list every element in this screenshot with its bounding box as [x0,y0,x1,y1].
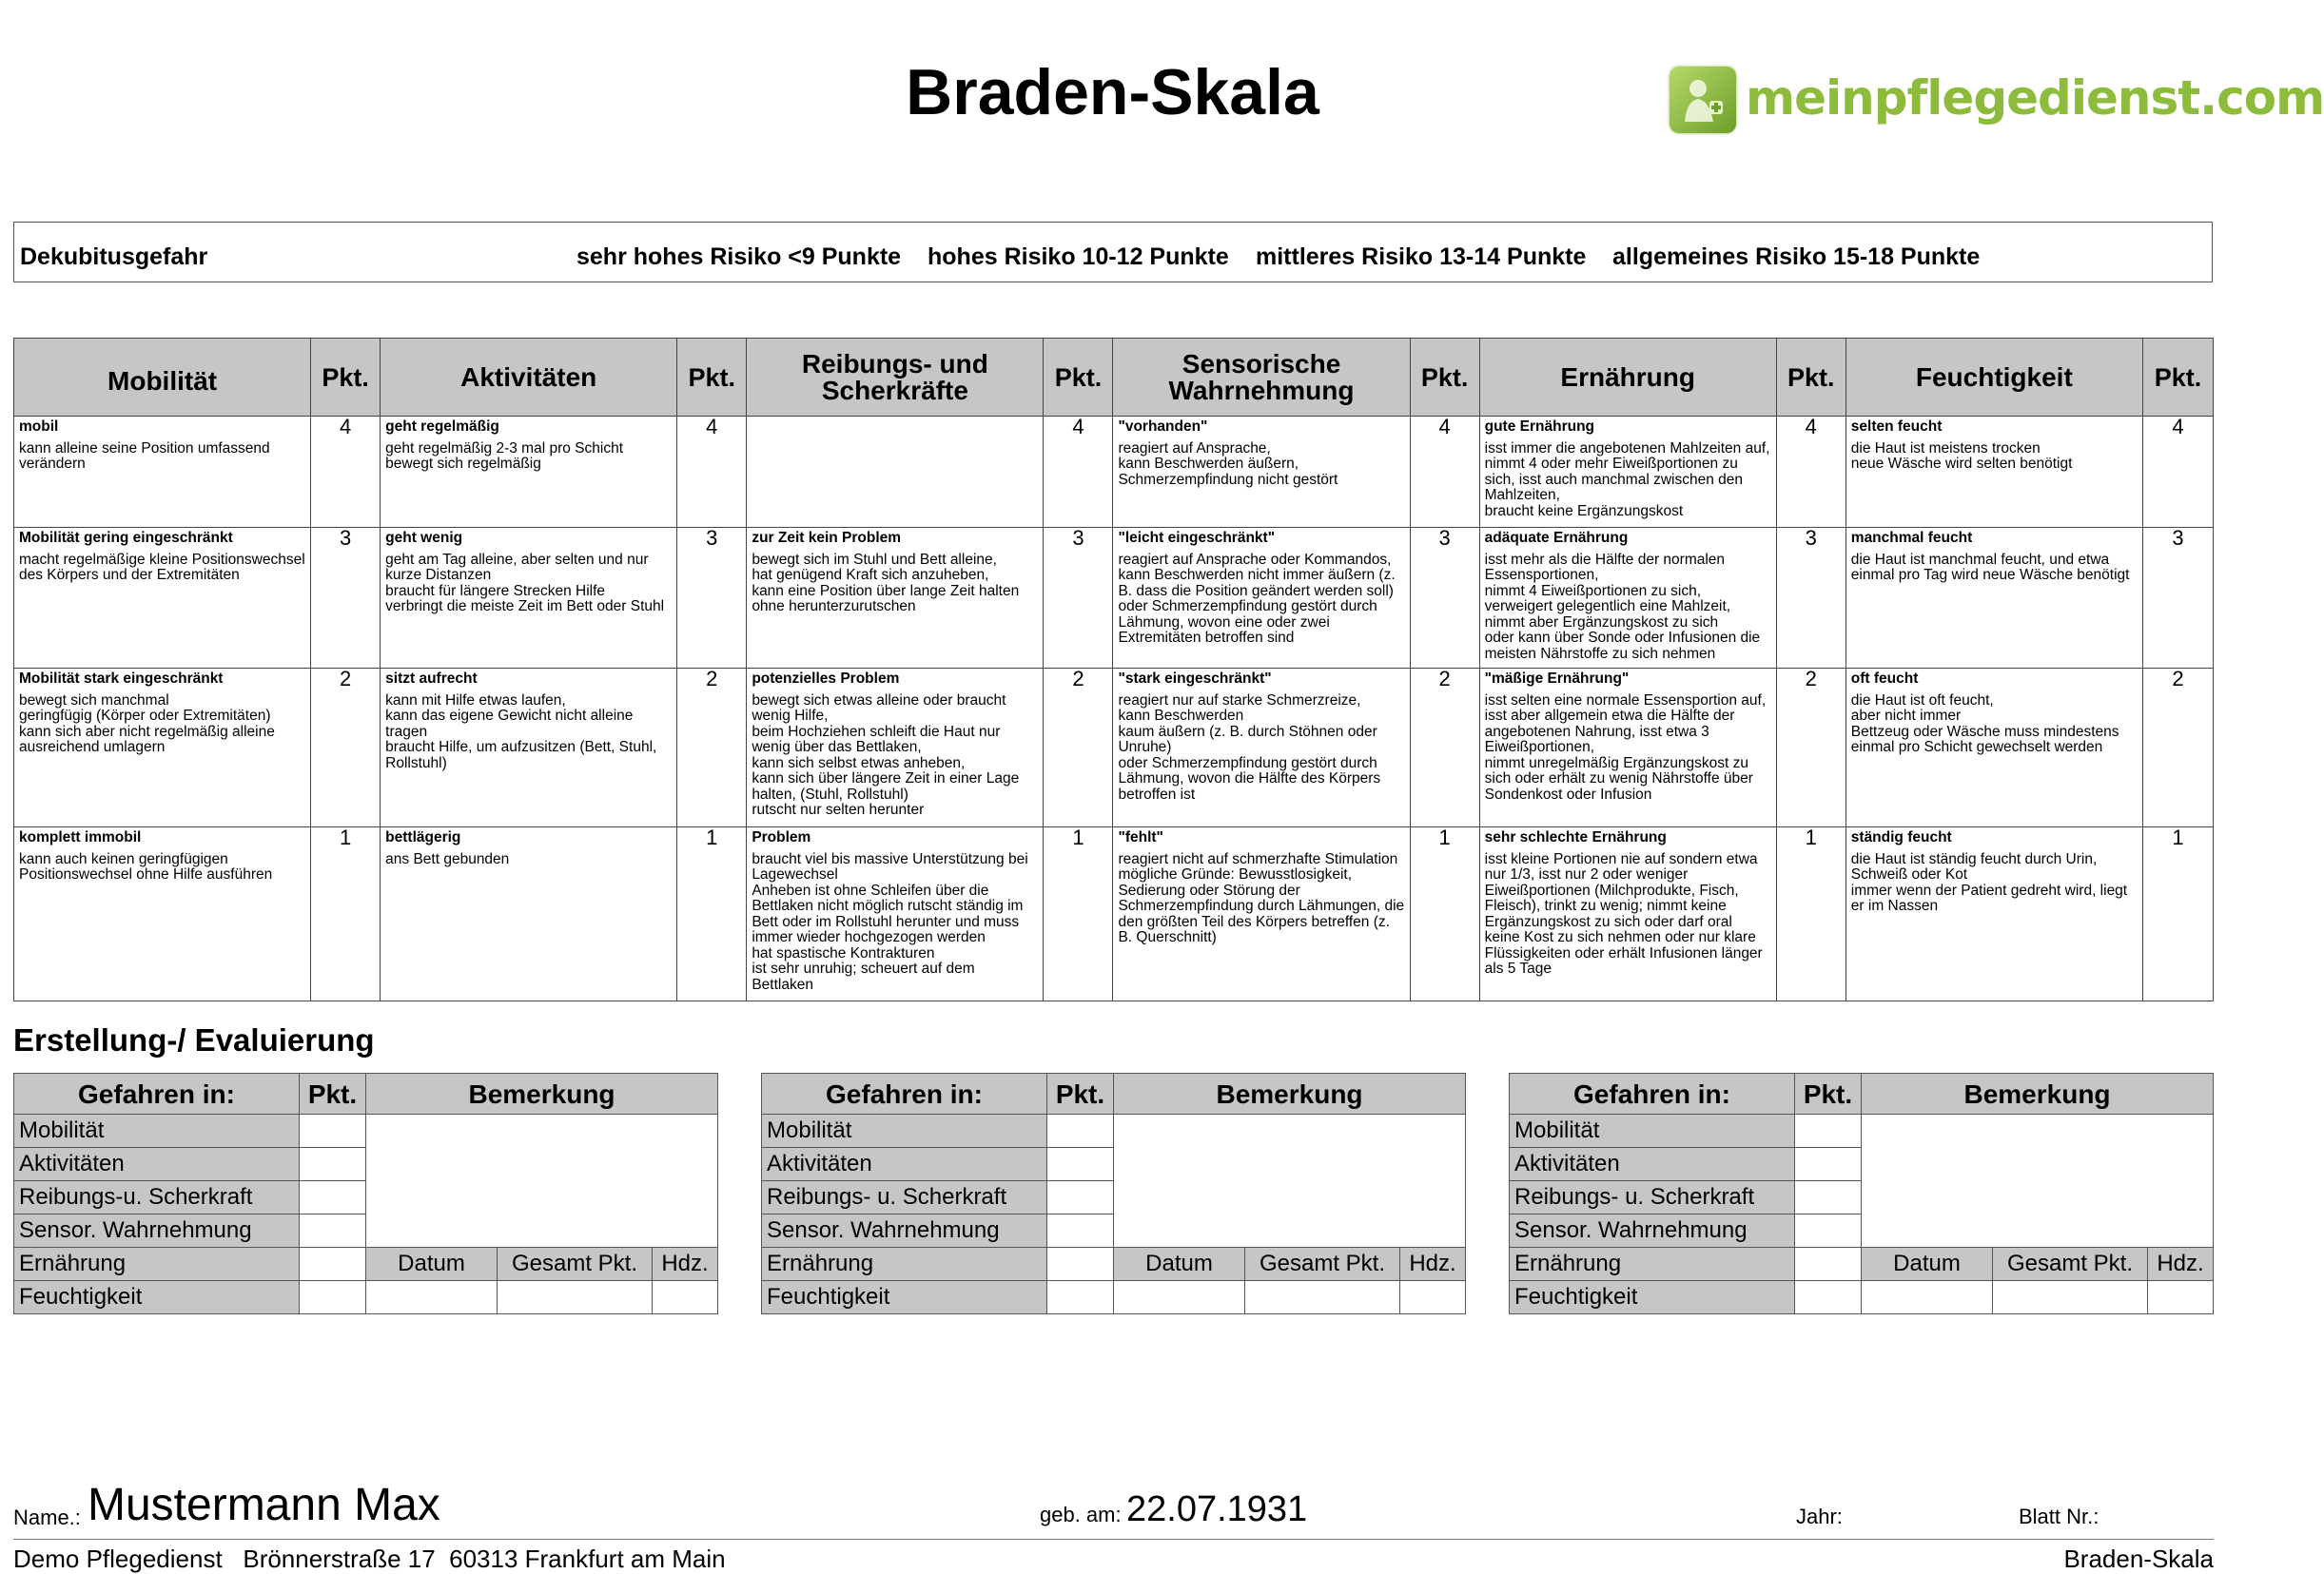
eval-signature-field[interactable] [2148,1281,2214,1314]
eval-remark-field[interactable] [1862,1115,2214,1248]
eval-category-label: Feuchtigkeit [1510,1281,1795,1314]
criterion-cell [1113,417,1410,528]
points-value: 2 [677,669,747,827]
eval-points-field[interactable] [1795,1248,1862,1281]
eval-category-label: Reibungs-u. Scherkraft [14,1181,300,1215]
points-value: 2 [311,669,381,827]
points-value: 4 [677,417,747,528]
eval-points-field[interactable] [1795,1215,1862,1248]
criterion-description: reagiert auf Ansprache, kann Beschwerden äußern, Schmerzempfindung nicht gestört [1118,439,1338,488]
eval-total-field[interactable] [1245,1281,1400,1314]
criterion-title: Mobilität gering eingeschränkt [19,530,233,546]
eval-header-points: Pkt. [1795,1074,1862,1115]
eval-category-label: Reibungs- u. Scherkraft [762,1181,1047,1215]
risk-level-very-high: sehr hohes Risiko <9 Punkte [576,243,902,270]
evaluation-block [761,1073,1466,1314]
eval-header-hazards: Gefahren in: [762,1074,1047,1115]
criterion-cell [381,528,677,669]
criterion-description: isst mehr als die Hälfte der normalen Essensportionen, nimmt 4 Eiweißportionen zu sich, verweigert gelegentlich eine Mahlzeit, nimmt aber Ergänzungskost zu sich oder kann über Sonde oder Infusionen die meisten Nährstoffe zu sich nehmen [1484,551,1761,662]
criterion-cell [14,669,311,827]
header-pkt: Pkt. [1410,339,1479,417]
eval-date-field[interactable] [1862,1281,1993,1314]
criterion-cell [1846,417,2142,528]
eval-category-label: Aktivitäten [14,1148,300,1181]
criterion-description: die Haut ist oft feucht, aber nicht immer Bettzeug oder Wäsche muss mindestens einmal pro Schicht gewechselt werden [1850,691,2119,755]
criterion-cell [1113,827,1410,1001]
criterion-cell [747,417,1044,528]
points-value: 4 [311,417,381,528]
criterion-title: "stark eingeschränkt" [1118,670,1272,687]
criterion-title: geht regelmäßig [385,418,499,435]
criterion-cell [381,827,677,1001]
criterion-description: bewegt sich im Stuhl und Bett alleine, hat genügend Kraft sich anzuheben, kann eine Position über lange Zeit halten ohne herunterzurutschen [752,551,1020,614]
eval-signature-header: Hdz. [2148,1248,2214,1281]
criterion-title: Problem [752,829,811,845]
eval-category-label: Feuchtigkeit [762,1281,1047,1314]
eval-date-field[interactable] [366,1281,498,1314]
criterion-title: mobil [19,418,59,435]
criterion-description: ans Bett gebunden [385,850,510,867]
eval-category-label: Ernährung [14,1248,300,1281]
eval-points-field[interactable] [1047,1181,1114,1215]
eval-total-field[interactable] [1993,1281,2148,1314]
eval-signature-field[interactable] [1400,1281,1466,1314]
eval-header-points: Pkt. [1047,1074,1114,1115]
criterion-title: sehr schlechte Ernährung [1484,829,1667,845]
logo-nurse-icon [1670,67,1736,133]
eval-category-label: Mobilität [14,1115,300,1148]
header-pkt: Pkt. [677,339,747,417]
footer-document-name: Braden-Skala [2063,1545,2214,1573]
patient-name[interactable]: Mustermann Max [88,1480,440,1530]
eval-row [762,1248,1466,1281]
criterion-description: die Haut ist ständig feucht durch Urin, Schweiß oder Kot immer wenn der Patient gedreht wird, liegt er im Nassen [1850,850,2128,914]
eval-header-remark: Bemerkung [1114,1074,1466,1115]
eval-category-label: Sensor. Wahrnehmung [1510,1215,1795,1248]
criterion-cell [747,669,1044,827]
eval-points-field[interactable] [1047,1115,1114,1148]
criterion-title: "vorhanden" [1118,418,1208,435]
eval-total-field[interactable] [498,1281,653,1314]
criterion-cell [1113,528,1410,669]
eval-category-label: Ernährung [762,1248,1047,1281]
points-value: 2 [2142,669,2213,827]
points-value: 2 [1044,669,1113,827]
criterion-cell [381,417,677,528]
eval-date-field[interactable] [1114,1281,1245,1314]
criterion-cell [1846,528,2142,669]
points-value: 4 [1410,417,1479,528]
eval-points-field[interactable] [1047,1215,1114,1248]
eval-points-field[interactable] [1795,1181,1862,1215]
risk-level-high: hohes Risiko 10-12 Punkte [928,243,1229,270]
eval-category-label: Sensor. Wahrnehmung [762,1215,1047,1248]
birthdate-label: geb. am: [1040,1503,1122,1526]
criterion-description: braucht viel bis massive Unterstützung bei Lagewechsel Anheben ist ohne Schleifen über die Bettlaken nicht möglich rutscht ständig im Bett oder im Rollstuhl herunter und muss immer wieder hochgezogen werden hat spastische Kontrakturen ist sehr unruhig; scheuert auf dem Bettlaken [752,850,1028,993]
criterion-description: reagiert auf Ansprache oder Kommandos, kann Beschwerden nicht immer äußern (z. B. dass die Position geändert werden soll) oder Schmerzempfindung gestört durch Lähmung, wovon eine oder zwei Extremitäten betroffen sind [1118,551,1396,646]
criterion-title: "mäßige Ernährung" [1484,670,1630,687]
name-label: Name.: [13,1506,81,1529]
criterion-cell [747,528,1044,669]
eval-points-field[interactable] [300,1248,366,1281]
points-value: 4 [2142,417,2213,528]
criterion-description: macht regelmäßige kleine Positionswechsel des Körpers und der Extremitäten [19,551,305,583]
header-mobility: Mobilität [14,339,311,417]
eval-header-remark: Bemerkung [1862,1074,2214,1115]
scale-row [14,827,2214,1001]
eval-points-field[interactable] [1795,1148,1862,1181]
eval-row [762,1281,1466,1314]
eval-row [14,1248,718,1281]
criterion-cell [381,669,677,827]
header-moisture: Feuchtigkeit [1846,339,2142,417]
eval-remark-field[interactable] [366,1115,718,1248]
eval-remark-field[interactable] [1114,1115,1466,1248]
criterion-title: adäquate Ernährung [1484,530,1629,546]
points-value: 4 [1776,417,1846,528]
criterion-description: geht am Tag alleine, aber selten und nur kurze Distanzen braucht für längere Strecken Hilfe verbringt die meiste Zeit im Bett oder Stuhl [385,551,665,614]
eval-total-header: Gesamt Pkt. [1993,1248,2148,1281]
criterion-title: "fehlt" [1118,829,1163,845]
eval-category-label: Aktivitäten [762,1148,1047,1181]
eval-signature-field[interactable] [653,1281,718,1314]
criterion-description: die Haut ist meistens trocken neue Wäsche wird selten benötigt [1850,439,2073,472]
criterion-title: sitzt aufrecht [385,670,478,687]
eval-category-label: Ernährung [1510,1248,1795,1281]
eval-points-field[interactable] [300,1115,366,1148]
points-value: 3 [2142,528,2213,669]
criterion-description: reagiert nicht auf schmerzhafte Stimulation mögliche Gründe: Bewusstlosigkeit, Sedierung oder Störung der Schmerzempfindung durch Lähmungen, die den größten Teil des Körpers betreffen (z. B. Querschnitt) [1118,850,1405,945]
criterion-title: selten feucht [1850,418,1943,435]
criterion-description: reagiert nur auf starke Schmerzreize, kann Beschwerden kaum äußern (z. B. durch Stöhnen oder Unruhe) oder Schmerzempfindung gestört durch Lähmung, wovon die Hälfte des Körpers betroffen ist [1118,691,1381,803]
header-sensory: Sensorische Wahrnehmung [1113,339,1410,417]
points-value: 1 [1410,827,1479,1001]
eval-row [14,1281,718,1314]
points-value: 2 [1776,669,1846,827]
eval-category-label: Mobilität [762,1115,1047,1148]
criterion-title: gute Ernährung [1484,418,1595,435]
eval-header-hazards: Gefahren in: [14,1074,300,1115]
risk-level-medium: mittleres Risiko 13-14 Punkte [1256,243,1587,270]
criterion-cell [1113,669,1410,827]
criterion-title: ständig feucht [1850,829,1952,845]
eval-date-header: Datum [366,1248,498,1281]
points-value: 3 [1410,528,1479,669]
points-value: 3 [1776,528,1846,669]
criterion-title: manchmal feucht [1850,530,1973,546]
scale-row [14,528,2214,669]
eval-category-label: Sensor. Wahrnehmung [14,1215,300,1248]
criterion-cell [1479,669,1776,827]
points-value: 2 [1410,669,1479,827]
criterion-cell [1479,417,1776,528]
year-label: Jahr: [1796,1505,1843,1528]
criterion-description: bewegt sich manchmal geringfügig (Körper oder Extremitäten) kann sich aber nicht regelmäßig alleine ausreichend umlagern [19,691,275,755]
criterion-cell [1846,827,2142,1001]
eval-row [762,1115,1466,1148]
footer-address: Demo Pflegedienst Brönnerstraße 17 60313 Frankfurt am Main [13,1545,726,1573]
eval-date-header: Datum [1114,1248,1245,1281]
criterion-description: die Haut ist manchmal feucht, und etwa einmal pro Tag wird neue Wäsche benötigt [1850,551,2130,583]
points-value: 1 [677,827,747,1001]
risk-level-general: allgemeines Risiko 15-18 Punkte [1612,243,1981,270]
criterion-title: komplett immobil [19,829,142,845]
header-nutrition: Ernährung [1479,339,1776,417]
evaluation-block [13,1073,718,1314]
scale-header-row [14,339,2214,417]
page-title: Braden-Skala [906,56,1319,128]
criterion-description: kann auch keinen geringfügigen Positionswechsel ohne Hilfe ausführen [19,850,273,883]
header-pkt: Pkt. [1776,339,1846,417]
eval-header-points: Pkt. [300,1074,366,1115]
eval-row [1510,1248,2214,1281]
eval-header-remark: Bemerkung [366,1074,718,1115]
criterion-title: "leicht eingeschränkt" [1118,530,1276,546]
eval-points-field[interactable] [1047,1281,1114,1314]
eval-category-label: Reibungs- u. Scherkraft [1510,1181,1795,1215]
eval-points-field[interactable] [300,1148,366,1181]
patient-birthdate[interactable]: 22.07.1931 [1126,1489,1308,1529]
criterion-title: zur Zeit kein Problem [752,530,902,546]
eval-date-header: Datum [1862,1248,1993,1281]
criterion-title: potenzielles Problem [752,670,900,687]
evaluation-heading: Erstellung-/ Evaluierung [13,1022,375,1058]
footer-divider [13,1539,2214,1540]
eval-header-hazards: Gefahren in: [1510,1074,1795,1115]
criterion-cell [1479,528,1776,669]
header-activity: Aktivitäten [381,339,677,417]
points-value: 1 [2142,827,2213,1001]
eval-row [14,1115,718,1148]
criterion-title: bettlägerig [385,829,461,845]
risk-label: Dekubitusgefahr [20,243,208,270]
eval-points-field[interactable] [1047,1148,1114,1181]
header-pkt: Pkt. [2142,339,2213,417]
eval-total-header: Gesamt Pkt. [498,1248,653,1281]
criterion-cell [747,827,1044,1001]
criterion-title: oft feucht [1850,670,1919,687]
eval-total-header: Gesamt Pkt. [1245,1248,1400,1281]
criterion-description: isst kleine Portionen nie auf sondern etwa nur 1/3, isst nur 2 oder weniger Eiweißportionen (Milchprodukte, Fisch, Fleisch), trinkt zu wenig; nimmt keine Ergänzungskost zu sich oder darf oral keine Kost zu sich nehmen oder nur klare Flüssigkeiten oder erhält Infusionen länger als 5 Tage [1484,850,1763,977]
risk-legend [13,222,2213,282]
header-friction: Reibungs- und Scherkräfte [747,339,1044,417]
eval-row [1510,1115,2214,1148]
criterion-description: kann alleine seine Position umfassend verändern [19,439,270,472]
criterion-cell [14,528,311,669]
criterion-description: bewegt sich etwas alleine oder braucht wenig Hilfe, beim Hochziehen schleift die Haut nur wenig über das Bettlaken, kann sich selbst etwas anheben, kann sich über längere Zeit in einer Lage halten, (Stuhl, Rollstuhl) rutscht nur selten herunter [752,691,1020,818]
eval-points-field[interactable] [1795,1281,1862,1314]
logo-text: meinpflegedienst.com [1746,70,2324,126]
evaluation-block [1509,1073,2214,1314]
points-value: 4 [1044,417,1113,528]
criterion-description: isst selten eine normale Essensportion auf, isst aber allgemein etwa die Hälfte der angebotenen Nahrung, isst etwa 3 Eiweißportionen, nimmt unregelmäßig Ergänzungskost zu sich oder erhält zu wenig Nährstoffe über Sondenkost oder Infusion [1484,691,1767,803]
points-value: 1 [311,827,381,1001]
eval-points-field[interactable] [1795,1115,1862,1148]
criterion-cell [1846,669,2142,827]
eval-category-label: Aktivitäten [1510,1148,1795,1181]
points-value: 3 [311,528,381,669]
criterion-cell [14,417,311,528]
eval-points-field[interactable] [300,1181,366,1215]
points-value: 3 [1044,528,1113,669]
points-value: 1 [1776,827,1846,1001]
eval-points-field[interactable] [300,1281,366,1314]
criterion-title: geht wenig [385,530,463,546]
points-value: 1 [1044,827,1113,1001]
criterion-cell [14,827,311,1001]
header-pkt: Pkt. [1044,339,1113,417]
points-value: 3 [677,528,747,669]
scale-row [14,669,2214,827]
braden-scale-table [13,338,2214,1001]
criterion-description: kann mit Hilfe etwas laufen, kann das eigene Gewicht nicht alleine tragen braucht Hilfe, um aufzusitzen (Bett, Stuhl, Rollstuhl) [385,691,657,771]
criterion-title: Mobilität stark eingeschränkt [19,670,224,687]
scale-row [14,417,2214,528]
eval-signature-header: Hdz. [653,1248,718,1281]
sheet-number-label: Blatt Nr.: [2019,1505,2099,1528]
eval-row [1510,1281,2214,1314]
criterion-description: isst immer die angebotenen Mahlzeiten auf, nimmt 4 oder mehr Eiweißportionen zu sich, isst auch manchmal zwischen den Mahlzeiten, braucht keine Ergänzungskost [1484,439,1770,519]
header-pkt: Pkt. [311,339,381,417]
criterion-description: geht regelmäßig 2-3 mal pro Schicht bewegt sich regelmäßig [385,439,623,472]
logo [1670,67,2324,135]
eval-category-label: Feuchtigkeit [14,1281,300,1314]
criterion-cell [1479,827,1776,1001]
eval-points-field[interactable] [1047,1248,1114,1281]
eval-category-label: Mobilität [1510,1115,1795,1148]
eval-points-field[interactable] [300,1215,366,1248]
eval-signature-header: Hdz. [1400,1248,1466,1281]
